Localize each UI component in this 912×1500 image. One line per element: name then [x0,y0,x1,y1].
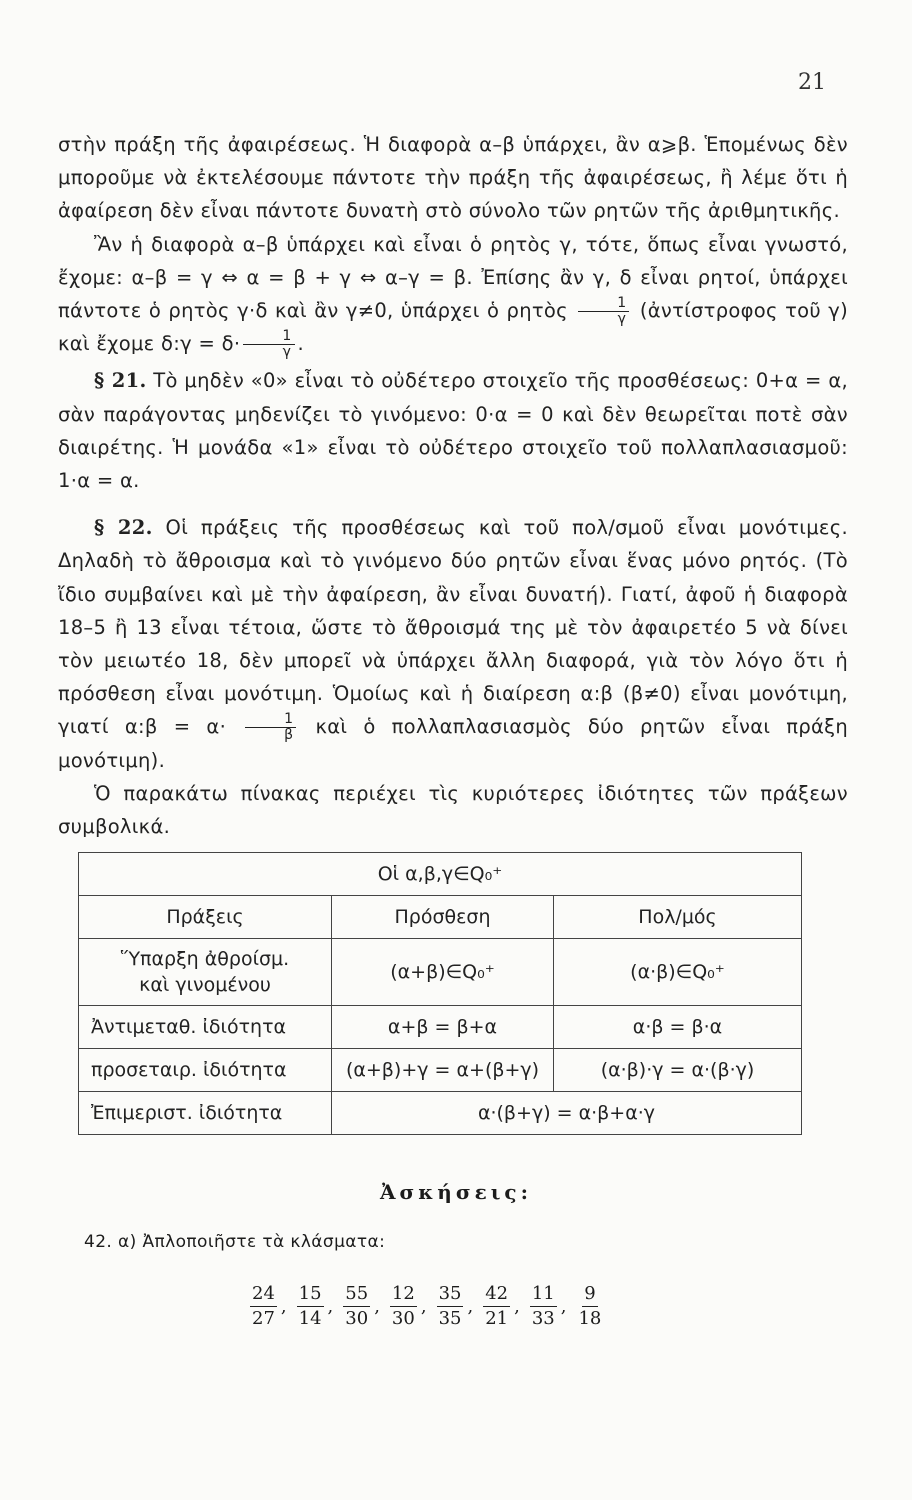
exercises-heading: Ἀσκήσεις: [380,1180,532,1204]
fraction-separator: , [280,1296,287,1317]
fraction [250,1282,277,1331]
row-label-line-2: καὶ γινομένου [139,974,271,996]
col-header-multiplication: Πολ/μός [554,896,802,939]
paragraph-table-intro: Ὁ παρακάτω πίνακας περιέχει τὶς κυριότερες ἰδιότητες τῶν πράξεων συμβολικά. [58,781,848,839]
body-text [58,128,848,843]
fraction-denominator: γ [282,344,292,361]
fraction-numerator: 11 [530,1282,557,1307]
table-row [79,939,802,1006]
cell-multiplication: (α·β)·γ = α·(β·γ) [554,1049,802,1092]
section-21-mark: § 21. [94,369,147,393]
fraction [437,1282,464,1331]
fraction [530,1282,557,1331]
paragraph-2-end: . [297,332,305,356]
fraction [343,1282,370,1331]
fraction-denominator: β [284,727,294,744]
row-label-line-1: Ὕπαρξη ἀθροίσμ. [120,948,290,970]
section-21 [58,364,848,497]
fraction-separator: , [467,1296,474,1317]
fraction-one-over-gamma-2 [243,329,294,360]
fraction-numerator: 15 [297,1282,324,1307]
fraction-separator: , [420,1296,427,1317]
paragraph-2-text: Ἂν ἡ διαφορὰ α–β ὑπάρχει καὶ εἶναι ὁ ρητὸς γ, τότε, ὅπως εἶναι γνωστό, ἔχομε: α–β = γ ⇔ α = β + γ ⇔ α–γ = β. Ἐπίσης ἂν γ, δ εἶναι ρητοί, ὑπάρχει πάντοτε ὁ ρητὸς γ·δ καὶ ἂν γ≠0, ὑπάρχει ὁ ρητὸς [58,232,848,323]
fraction [483,1282,510,1331]
fraction [390,1282,417,1331]
fraction [576,1282,603,1331]
section-21-text: Τὸ μηδὲν «0» εἶναι τὸ οὐδέτερο στοιχεῖο τῆς προσθέσεως: 0+α = α, σὰν παράγοντας μηδενίζει τὸ γινόμενο: 0·α = 0 καὶ δὲν θεωρεῖται ποτὲ σὰν διαιρέτης. Ἡ μονάδα «1» εἶναι τὸ οὐδέτερο στοιχεῖο τοῦ πολλαπλασιασμοῦ: 1·α = α. [58,369,848,493]
exercise-42-prompt: 42. α) Ἀπλοποιῆστε τὰ κλάσματα: [84,1232,386,1252]
fraction [297,1282,324,1331]
fraction-numerator: 42 [483,1282,510,1307]
fraction-numerator: 35 [437,1282,464,1307]
row-label: Ἀντιμεταθ. ἰδιότητα [79,1006,332,1049]
fraction-denominator: 27 [252,1308,275,1329]
fraction-numerator: 9 [582,1282,597,1307]
fraction-denominator: 18 [578,1308,602,1329]
properties-table [78,852,802,1135]
col-header-addition: Πρόσθεση [332,896,554,939]
section-22 [58,511,848,777]
fraction-one-over-gamma [578,296,629,327]
cell-multiplication: α·β = β·α [554,1006,802,1049]
row-label: Ἐπιμεριστ. ἰδιότητα [79,1092,332,1135]
table-row [79,1092,802,1135]
row-label [79,939,332,1006]
fraction-numerator: 1 [245,712,296,728]
fraction-numerator: 1 [243,329,294,345]
cell-addition: (α+β)∈Q₀⁺ [332,939,554,1006]
fraction-numerator: 12 [390,1282,417,1307]
cell-addition: α+β = β+α [332,1006,554,1049]
paragraph-2 [58,228,848,361]
fraction-separator: , [514,1296,520,1317]
cell-multiplication: (α·β)∈Q₀⁺ [554,939,802,1006]
fraction-numerator: 1 [578,296,629,312]
fraction-numerator: 55 [343,1282,370,1307]
fraction-denominator: 14 [298,1308,322,1329]
section-22-text-b: καὶ ὁ πολλαπλασιασμὸς δύο ρητῶν εἶναι πράξη μονότιμη). [58,715,849,772]
fraction-denominator: 21 [485,1308,509,1329]
fraction-separator: , [327,1296,334,1317]
section-22-text: Οἱ πράξεις τῆς προσθέσεως καὶ τοῦ πολ/σμοῦ εἶναι μονότιμες. Δηλαδὴ τὸ ἄθροισμα καὶ τὸ γινόμενο δύο ρητῶν εἶναι ἕνας μόνο ρητός. (Τὸ ἴδιο συμβαίνει καὶ μὲ τὴν ἀφαίρεση, ἂν εἶναι δυνατή). Γιατί, ἀφοῦ ἡ διαφορὰ 18–5 ἢ 13 εἶναι τέτοια, ὥστε τὸ ἄθροισμά της μὲ τὸν ἀφαιρετέο 5 νὰ δίνει τὸν μειωτέο 18, δὲν μπορεῖ νὰ ὑπάρχει ἄλλη διαφορά, γιὰ τὸν λόγο ὅτι ἡ πρόσθεση εἶναι μονότιμη. Ὁμοίως καὶ ἡ διαίρεση α:β (β≠0) εἶναι μονότιμη, γιατί α:β = α· [58,516,848,739]
table-row [79,1006,802,1049]
section-22-mark: § 22. [94,516,153,540]
fraction-denominator: 30 [391,1308,415,1329]
table-row [79,1049,802,1092]
fraction-separator: , [560,1296,567,1317]
cell-distributive: α·(β+γ) = α·β+α·γ [332,1092,802,1135]
paragraph-2-text-b: (ἀντίστροφος τοῦ γ) καὶ ἔχομε δ:γ = δ· [58,299,849,356]
cell-addition: (α+β)+γ = α+(β+γ) [332,1049,554,1092]
page-number: 21 [798,70,826,95]
fraction-one-over-beta [245,712,296,743]
fraction-numerator: 24 [250,1282,277,1307]
fraction-denominator: 33 [531,1308,555,1329]
row-label: προσεταιρ. ἰδιότητα [79,1049,332,1092]
fraction-denominator: γ [617,311,627,328]
table-header: Οἱ α,β,γ∈Q₀⁺ [79,853,802,896]
paragraph-1: στὴν πράξη τῆς ἀφαιρέσεως. Ἡ διαφορὰ α–β ὑπάρχει, ἂν α⩾β. Ἑπομένως δὲν μποροῦμε νὰ ἐκτελέσουμε πάντοτε τὴν πράξη τῆς ἀφαιρέσεως, ἢ λέμε ὅτι ἡ ἀφαίρεση δὲν εἶναι πάντοτε δυνατὴ στὸ σύνολο τῶν ρητῶν τῆς ἀριθμητικῆς. [58,133,848,223]
exercise-fractions [250,1282,603,1331]
col-header-operations: Πράξεις [79,896,332,939]
fraction-denominator: 30 [345,1308,369,1329]
fraction-denominator: 35 [438,1308,462,1329]
fraction-separator: , [374,1296,380,1317]
